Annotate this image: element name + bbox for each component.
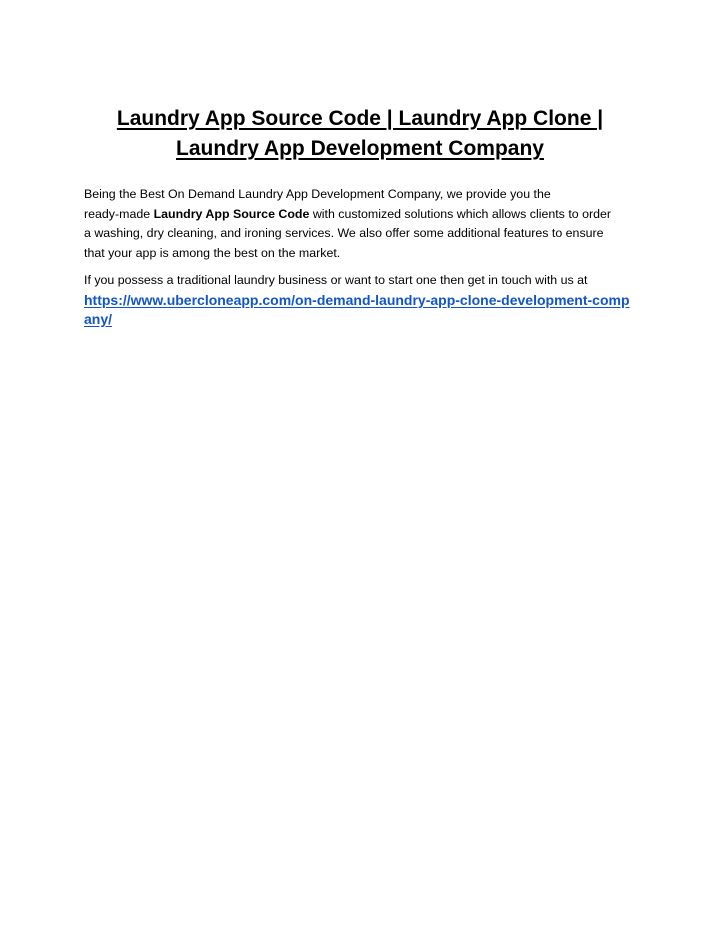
intro-line-2-suffix: with customized solutions which allows clients to order bbox=[309, 206, 612, 221]
intro-line-1: Being the Best On Demand Laundry App Development Company, we provide you the bbox=[84, 187, 551, 201]
contact-paragraph bbox=[84, 271, 644, 329]
contact-link[interactable] bbox=[84, 291, 644, 329]
document-title bbox=[84, 104, 636, 164]
contact-text: If you possess a traditional laundry business or want to start one then get in touch with us at bbox=[84, 273, 588, 287]
document-title-line-2: Laundry App Development Company bbox=[176, 137, 544, 160]
document-title-line-1: Laundry App Source Code | Laundry App Clone | bbox=[116, 107, 604, 130]
contact-link-line-2: any/ bbox=[84, 310, 113, 327]
intro-line-2-prefix: ready-made bbox=[84, 206, 154, 221]
intro-paragraph bbox=[84, 185, 644, 263]
contact-link-line-1: https://www.ubercloneapp.com/on-demand-laundry-app-clone-development-comp bbox=[84, 291, 630, 308]
intro-line-3: a washing, dry cleaning, and ironing services. We also offer some additional features to ensure bbox=[84, 226, 604, 240]
intro-line-2 bbox=[84, 205, 644, 225]
intro-bold-phrase: Laundry App Source Code bbox=[153, 206, 310, 221]
intro-line-4: that your app is among the best on the market. bbox=[84, 245, 341, 260]
